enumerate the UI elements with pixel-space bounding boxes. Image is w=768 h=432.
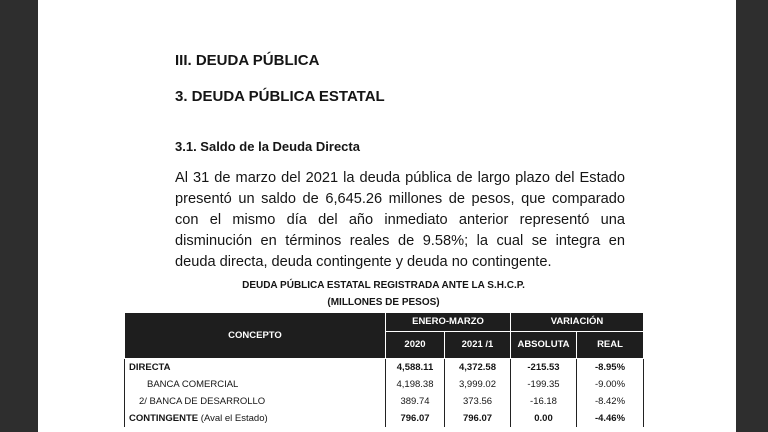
cell-2020: 4,198.38 <box>386 376 445 393</box>
row-concepto: BANCA COMERCIAL <box>125 376 386 393</box>
table-title: DEUDA PÚBLICA ESTATAL REGISTRADA ANTE LA S.H.C.P. <box>242 280 525 291</box>
cell-2021: 796.07 <box>445 410 511 427</box>
cell-2020: 4,588.11 <box>386 359 445 377</box>
row-concepto: DIRECTA <box>125 359 386 377</box>
cell-real: -9.00% <box>577 376 644 393</box>
cell-2020: 796.07 <box>386 410 445 427</box>
cell-absoluta: -16.18 <box>511 393 577 410</box>
cell-absoluta: -199.35 <box>511 376 577 393</box>
cell-2021: 3,999.02 <box>445 376 511 393</box>
content-flow <box>38 168 736 427</box>
header-real: REAL <box>577 332 644 359</box>
section-heading: III. DEUDA PÚBLICA <box>175 52 320 69</box>
body-paragraph: Al 31 de marzo del 2021 la deuda pública de largo plazo del Estado presentó un saldo de 6,645.26 millones de pesos, que comparado con el mismo día del año inmediato anterior representó una disminución en términos reales de 9.58%; la cual se integra en deuda directa, deuda contingente y deuda no contingente. <box>175 170 625 270</box>
debt-table <box>124 312 644 427</box>
header-variacion: VARIACIÓN <box>511 313 644 332</box>
cell-2020: 389.74 <box>386 393 445 410</box>
header-concepto: CONCEPTO <box>125 313 386 359</box>
header-2020: 2020 <box>386 332 445 359</box>
cell-real: -8.95% <box>577 359 644 377</box>
table-row <box>125 376 644 393</box>
cell-absoluta: 0.00 <box>511 410 577 427</box>
document-page <box>38 0 736 432</box>
header-2021: 2021 /1 <box>445 332 511 359</box>
table-subtitle: (MILLONES DE PESOS) <box>327 297 440 308</box>
header-absoluta: ABSOLUTA <box>511 332 577 359</box>
subsection-heading: 3. DEUDA PÚBLICA ESTATAL <box>175 88 385 105</box>
table-row <box>125 393 644 410</box>
concepto-label: CONTINGENTE <box>129 412 199 424</box>
cell-2021: 373.56 <box>445 393 511 410</box>
table-row <box>125 410 644 427</box>
header-enero-marzo: ENERO-MARZO <box>386 313 511 332</box>
row-concepto <box>125 410 386 427</box>
table-row <box>125 359 644 377</box>
cell-2021: 4,372.58 <box>445 359 511 377</box>
subsubsection-heading: 3.1. Saldo de la Deuda Directa <box>175 139 360 154</box>
row-concepto: 2/ BANCA DE DESARROLLO <box>125 393 386 410</box>
concepto-note: (Aval el Estado) <box>198 412 268 424</box>
cell-absoluta: -215.53 <box>511 359 577 377</box>
cell-real: -8.42% <box>577 393 644 410</box>
cell-real: -4.46% <box>577 410 644 427</box>
